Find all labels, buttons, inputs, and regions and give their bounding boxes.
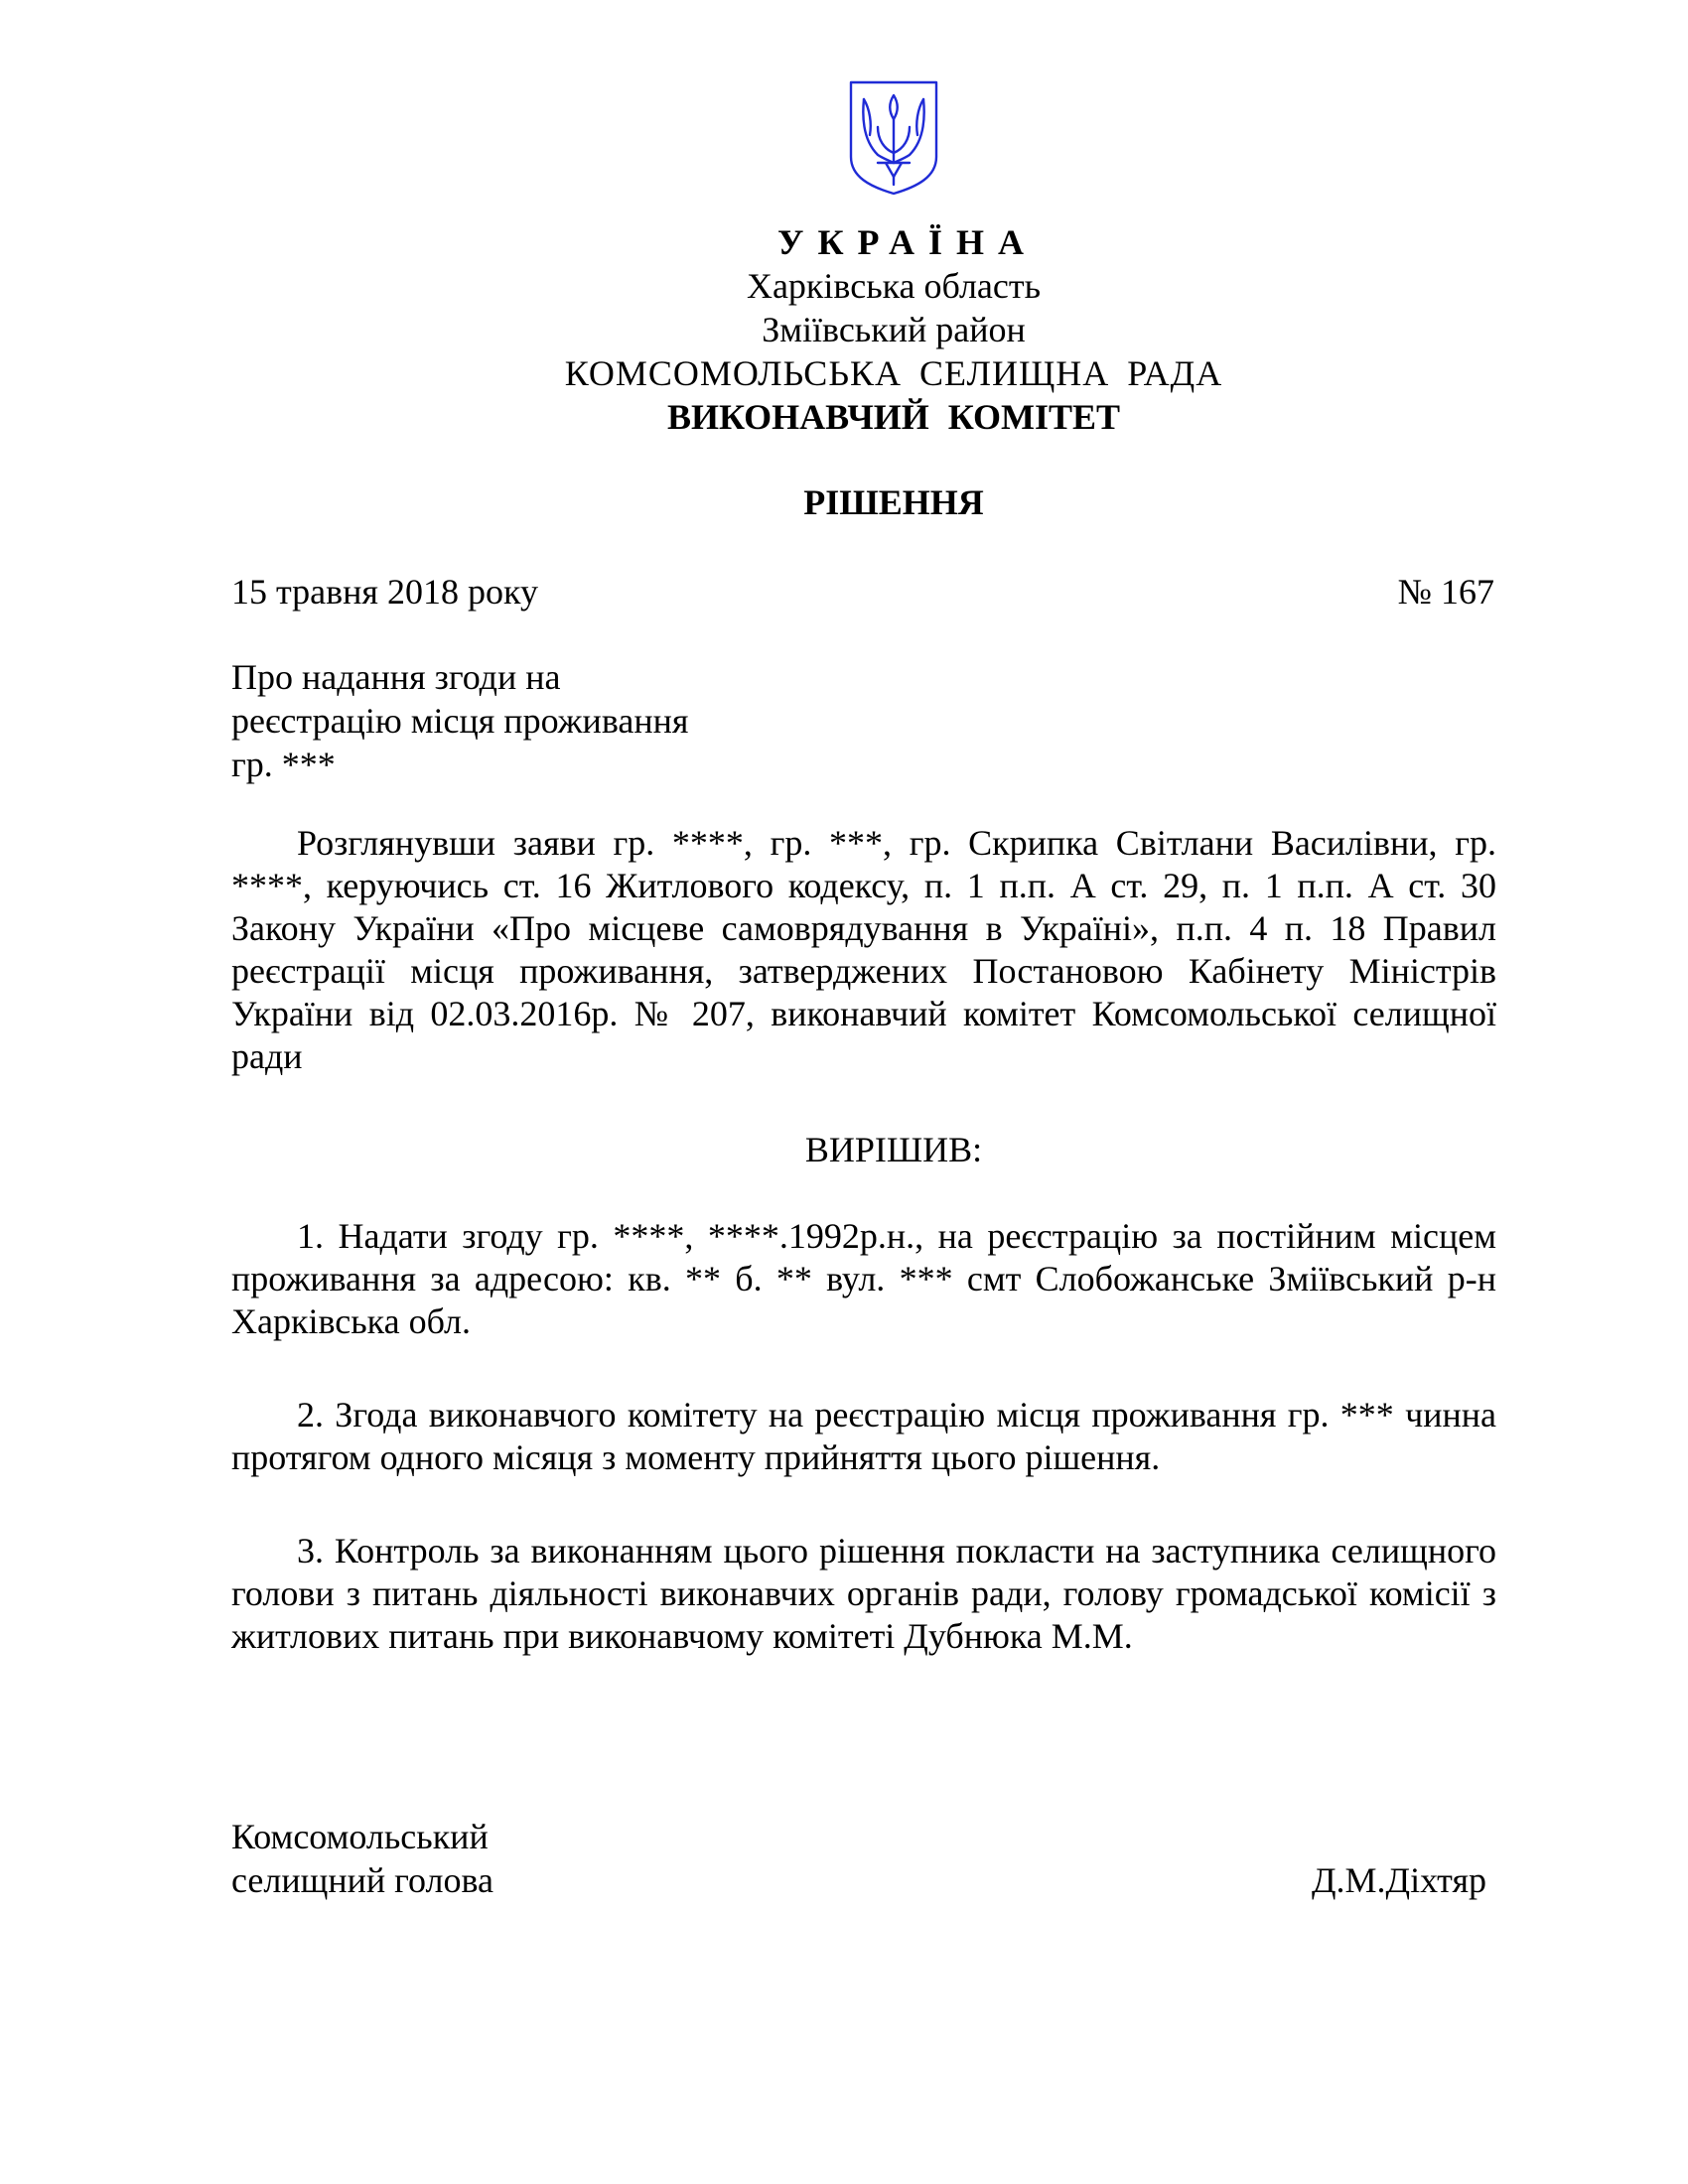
signatory-name: Д.М.Діхтяр xyxy=(1311,1860,1486,1900)
district-line: Зміївський район xyxy=(762,310,1026,349)
decision-item-3: 3. Контроль за виконанням цього рішення покласти на заступника селищного голови з питань діяльності виконавчих органів ради, голову громадської комісії з житлових питань при виконавчому комітеті Дубнюка М.М. xyxy=(231,1531,1496,1656)
committee-line: ВИКОНАВЧИЙ КОМІТЕТ xyxy=(666,397,1121,437)
signatory-title xyxy=(231,1815,493,1902)
document-type-heading: РІШЕННЯ xyxy=(803,482,984,522)
region-line: Харківська область xyxy=(746,266,1042,306)
decision-subject xyxy=(231,655,688,786)
decision-number: № 167 xyxy=(1397,572,1494,612)
decision-date: 15 травня 2018 року xyxy=(231,572,538,612)
council-line: КОМСОМОЛЬСЬКА СЕЛИЩНА РАДА xyxy=(564,353,1223,393)
subject-line: Про надання згоди на xyxy=(231,657,561,697)
preamble-paragraph: Розглянувши заяви гр. ****, гр. ***, гр. Скрипка Світлани Василівни, гр. ****, керуючись ст. 16 Житлового кодексу, п. 1 п.п. А ст. 29, п. 1 п.п. А ст. 30 Закону України «Про місцеве самоврядування в Україні», п.п. 4 п. 18 Правил реєстрації місця проживання, затверджених Постановою Кабінету Міністрів України від 02.03.2016р. № 207, виконавчий комітет Комсомольської селищної ради xyxy=(231,823,1496,1076)
resolved-heading: ВИРІШИВ: xyxy=(804,1130,983,1169)
subject-line: реєстрацію місця проживання xyxy=(231,701,689,741)
trident-coat-of-arms-icon xyxy=(848,79,939,197)
decision-item-1: 1. Надати згоду гр. ****, ****.1992р.н., на реєстрацію за постійним місцем проживання за адресою: кв. ** б. ** вул. *** смт Слобожанське Зміївський р-н Харківська обл. xyxy=(231,1216,1496,1341)
signatory-title-line: Комсомольський xyxy=(231,1817,489,1856)
country-title: УКРАЇНА xyxy=(777,222,1038,262)
decision-item-2: 2. Згода виконавчого комітету на реєстрацію місця проживання гр. *** чинна протягом одного місяця з моменту прийняття цього рішення. xyxy=(231,1395,1496,1477)
signatory-title-line: селищний голова xyxy=(231,1860,494,1900)
subject-line: гр. *** xyxy=(231,745,336,784)
